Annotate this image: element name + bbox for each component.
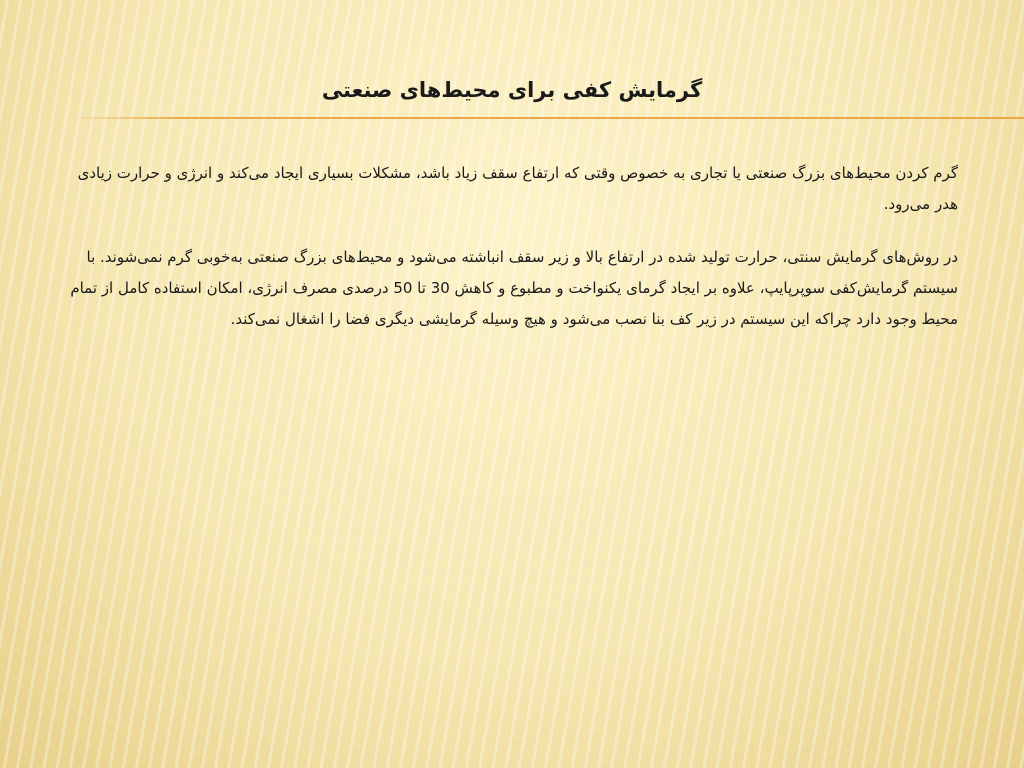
slide-body <box>70 158 958 357</box>
slide-title: گرمایش کفی برای محیط‌های صنعتی <box>321 78 703 102</box>
paragraph-intro: گرم کردن محیط‌های بزرگ صنعتی یا تجاری به خصوص وقتی که ارتفاع سقف زیاد باشد، مشکلات بسیاری ایجاد می‌کند و انرژی و حرارت زیادی هدر می‌رود. <box>77 164 958 213</box>
paragraph-details: در روش‌های گرمایش سنتی، حرارت تولید شده در ارتفاع بالا و زیر سقف انباشته می‌شود و محیط‌های بزرگ صنعتی به‌خوبی گرم نمی‌شوند. با سیستم گرمایش‌کفی سوپرپایپ، علاوه بر ایجاد گرمای یکنواخت و مطبوع و کاهش 30 تا 50 درصدی مصرف انرژی، امکان استفاده کامل از تمام محیط وجود دارد چراکه این سیستم در زیر کف بنا نصب می‌شود و هیچ وسیله گرمایشی دیگری فضا را اشغال نمی‌کند. <box>70 248 958 328</box>
title-divider <box>68 117 1024 119</box>
